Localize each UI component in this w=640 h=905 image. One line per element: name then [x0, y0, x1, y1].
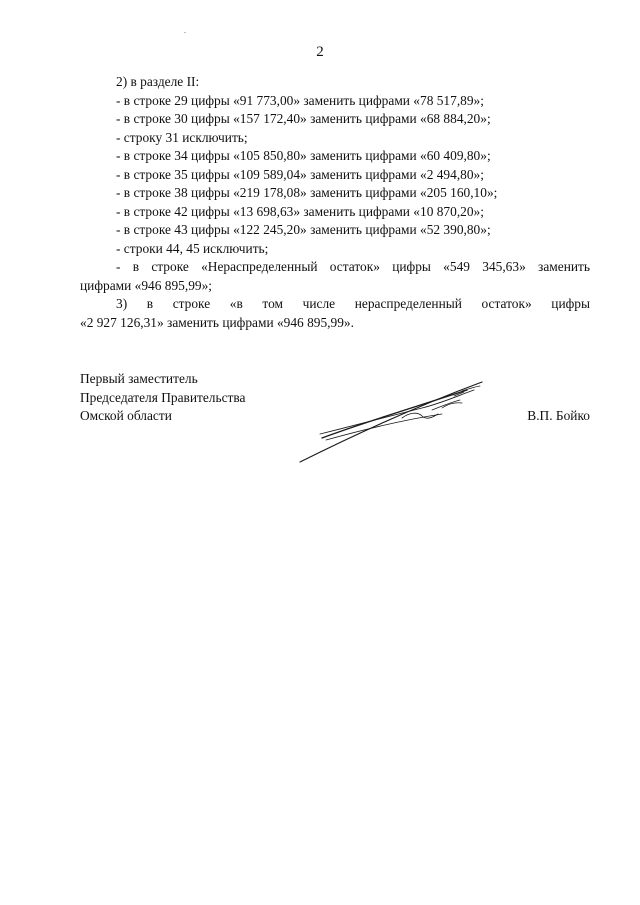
text-line: - в строке 35 цифры «109 589,04» заменить цифрами «2 494,80»;: [116, 166, 484, 182]
signer-name: В.П. Бойко: [527, 408, 590, 423]
text-line: - в строке «Нераспределенный остаток» цифры «549 345,63» заменить: [116, 259, 590, 274]
text-line: - строки 44, 45 исключить;: [116, 240, 269, 256]
text-line: цифрами «946 895,99»;: [80, 277, 213, 293]
text-line: «2 927 126,31» заменить цифрами «946 895,99».: [80, 314, 354, 330]
scan-speck: [184, 32, 186, 33]
text-line: - строку 31 исключить;: [116, 129, 248, 145]
signer-position-line: Омской области: [80, 408, 172, 423]
text-line: 2) в разделе II:: [116, 74, 200, 89]
amendment-text: [80, 73, 590, 332]
handwritten-signature: [292, 378, 487, 468]
text-line: - в строке 42 цифры «13 698,63» заменить цифрами «10 870,20»;: [116, 203, 484, 219]
signer-position-line: Первый заместитель: [80, 371, 198, 386]
text-line: - в строке 43 цифры «122 245,20» заменить цифрами «52 390,80»;: [116, 222, 491, 237]
page-number: 2: [316, 44, 324, 60]
text-line: - в строке 30 цифры «157 172,40» заменить цифрами «68 884,20»;: [116, 111, 491, 126]
text-line: - в строке 34 цифры «105 850,80» заменить цифрами «60 409,80»;: [116, 148, 491, 163]
signer-position-line: Председателя Правительства: [80, 389, 246, 405]
text-line: - в строке 38 цифры «219 178,08» заменить цифрами «205 160,10»;: [116, 185, 498, 200]
text-line: - в строке 29 цифры «91 773,00» заменить цифрами «78 517,89»;: [116, 92, 484, 108]
text-line: 3) в строке «в том числе нераспределенный остаток» цифры: [116, 296, 590, 311]
